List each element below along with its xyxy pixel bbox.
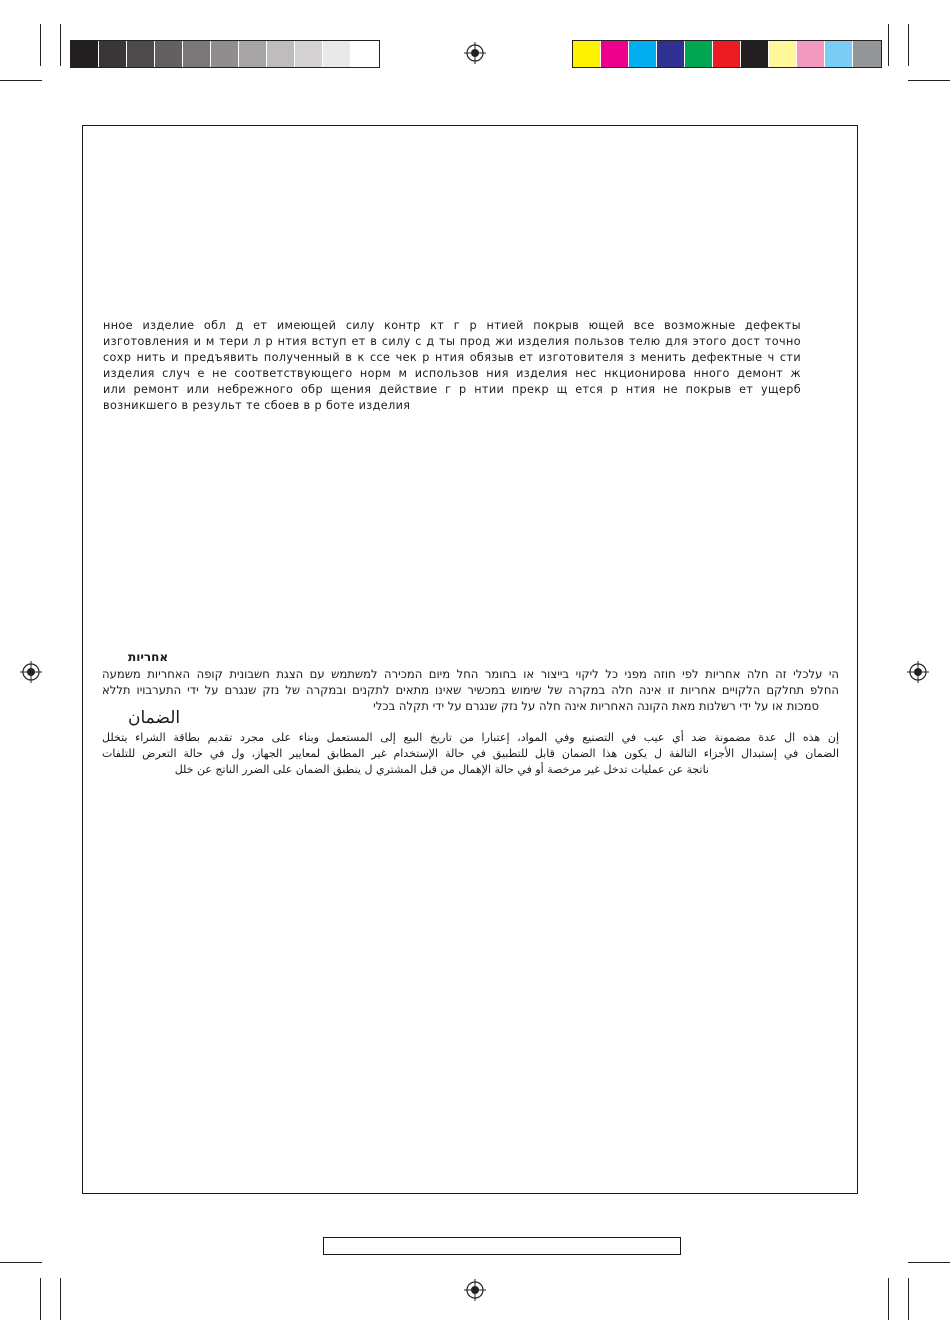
russian-line: возникшего в результ те сбоев в р боте изделия bbox=[103, 399, 411, 412]
registration-mark-icon bbox=[464, 1279, 486, 1301]
color-swatch bbox=[183, 41, 211, 67]
crop-mark bbox=[0, 1262, 42, 1263]
crop-mark bbox=[40, 24, 41, 66]
color-swatch bbox=[573, 41, 601, 67]
color-swatch bbox=[685, 41, 713, 67]
crop-mark bbox=[888, 1278, 889, 1320]
arabic-line: الضمان في إستبدال الأجزاء التالفة ل يكون هذا الضمان قابل للتطبيق في حالة الإستخدام غير المطابق لمعايير الجهاز، ول في حالة التعرض للتلفات bbox=[102, 747, 839, 760]
crop-mark bbox=[0, 80, 42, 81]
color-swatch bbox=[713, 41, 741, 67]
color-swatch bbox=[797, 41, 825, 67]
process-color-bar bbox=[572, 40, 882, 68]
hebrew-warranty-text bbox=[102, 666, 839, 714]
registration-mark-icon bbox=[20, 661, 42, 683]
crop-mark bbox=[908, 24, 909, 66]
color-swatch bbox=[295, 41, 323, 67]
footer-box bbox=[323, 1237, 681, 1255]
crop-mark bbox=[40, 1278, 41, 1320]
arabic-line: ناتجة عن عمليات تدخل غير مرخصة أو في حالة الإهمال من قبل المشتري ل ينطبق الضمان على الضرر الناتج عن خلل bbox=[174, 763, 709, 776]
color-swatch bbox=[211, 41, 239, 67]
russian-line: нное изделие обл д ет имеющей силу контр кт г р нтией покрыв ющей все возможные дефекты bbox=[103, 319, 801, 332]
color-swatch bbox=[127, 41, 155, 67]
russian-line: изготовления и м тери л р нтия вступ ет в силу с д ты прод жи изделия пользов телю для этого дост точно bbox=[103, 335, 801, 348]
russian-warranty-text bbox=[103, 318, 801, 414]
color-swatch bbox=[657, 41, 685, 67]
color-swatch bbox=[769, 41, 797, 67]
arabic-line: إن هذه ال عدة مضمونة ضد أي عيب في التصنيع وفي المواد، إعتبارا من تاريخ البيع إلى المستعمل وبناء على مجرد تقديم بطاقة الشراء يتخلل bbox=[102, 731, 839, 744]
hebrew-line: סמכות או על ידי רשלנות מאת הקונה האחריות אינה חלה על נזק שנגרם על ידי תקלה בכלי bbox=[373, 699, 819, 713]
color-swatch bbox=[99, 41, 127, 67]
color-swatch bbox=[71, 41, 99, 67]
color-swatch bbox=[629, 41, 657, 67]
hebrew-line: הי עלכלי זה חלה אחריות לפי חוזה מפני כל ליקוי בייצור או בחומר החל מיום המכירה למשתמש עם הצגת חשבונית קופה האחריות משמעה bbox=[102, 667, 839, 681]
page-frame bbox=[82, 125, 858, 1194]
russian-line: сохр нить и предъявить полученный в к ссе чек р нтия обязыв ет изготовителя з менить дефектные ч сти bbox=[103, 351, 801, 364]
russian-line: изделия случ е не соответствующего норм м использов ния изделия нес нкционирова нного демонт ж bbox=[103, 367, 801, 380]
crop-mark bbox=[908, 1262, 950, 1263]
color-swatch bbox=[239, 41, 267, 67]
grayscale-color-bar bbox=[70, 40, 380, 68]
crop-mark bbox=[60, 24, 61, 66]
color-swatch bbox=[601, 41, 629, 67]
registration-mark-icon bbox=[464, 42, 486, 64]
color-swatch bbox=[853, 41, 881, 67]
crop-mark bbox=[60, 1278, 61, 1320]
crop-mark bbox=[908, 1278, 909, 1320]
color-swatch bbox=[825, 41, 853, 67]
crop-mark bbox=[888, 24, 889, 66]
arabic-warranty-text bbox=[102, 730, 839, 778]
registration-mark-icon bbox=[907, 661, 929, 683]
color-swatch bbox=[323, 41, 351, 67]
color-swatch bbox=[155, 41, 183, 67]
color-swatch bbox=[741, 41, 769, 67]
crop-mark bbox=[908, 80, 950, 81]
color-swatch bbox=[267, 41, 295, 67]
arabic-title: الضمان bbox=[128, 708, 181, 728]
color-swatch bbox=[351, 41, 379, 67]
hebrew-line: החלפ תחלקם הלקויים אחריות זו אינה חלה במקרה של שימוש במכשיר שאינו מתאים לתקנים ובמקרה של נזק שנגרם על ידי התערבויו תללא bbox=[102, 683, 839, 697]
russian-line: или ремонт или небрежного обр щения действие г р нтии прекр щ ется р нтия не покрыв ет ущерб bbox=[103, 383, 801, 396]
hebrew-title: אחריות bbox=[128, 650, 169, 664]
